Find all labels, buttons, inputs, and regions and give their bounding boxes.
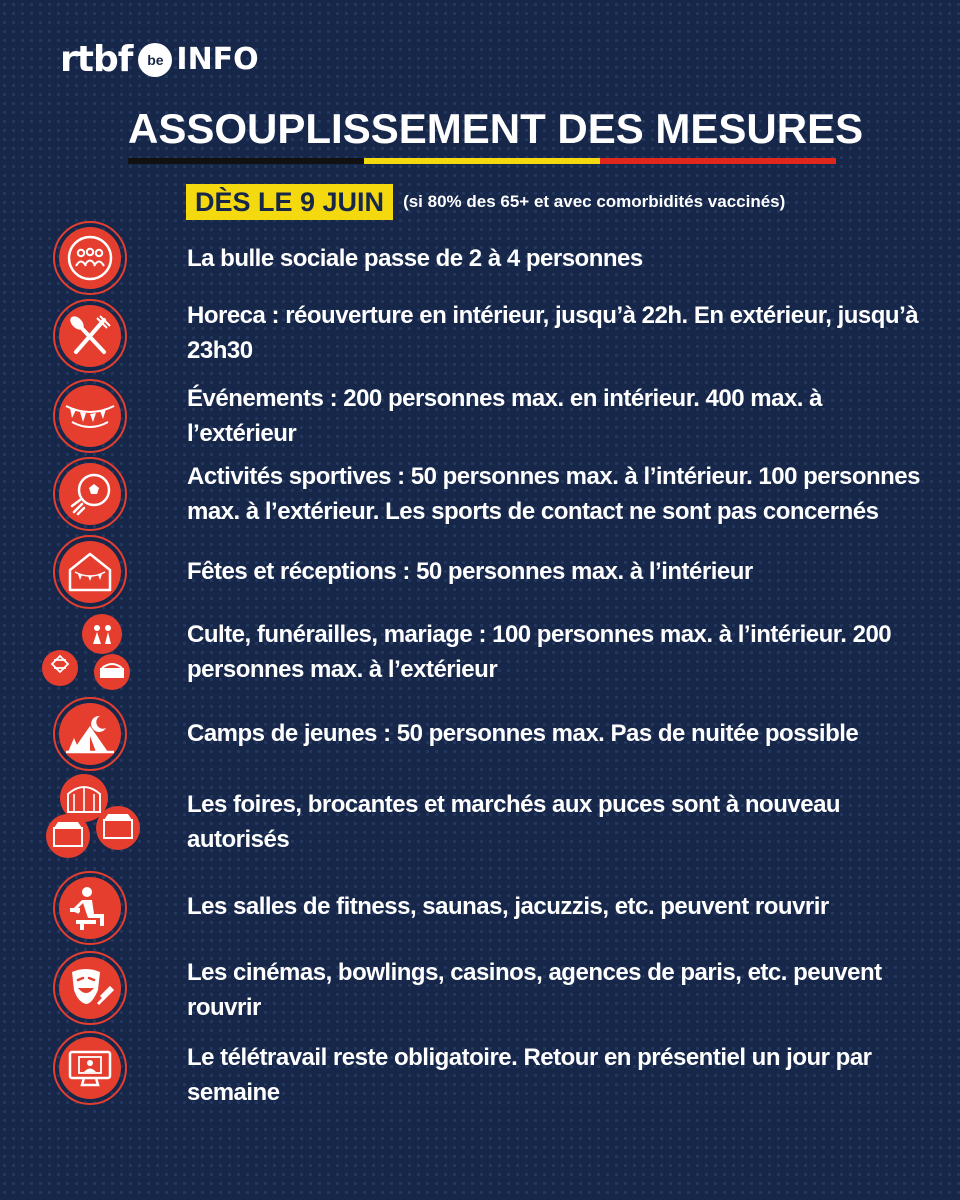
fitness-icon <box>52 870 128 946</box>
logo-rtbf: rtbf <box>60 39 133 80</box>
worship-wedding-icon <box>40 612 136 692</box>
flag-yellow-stripe <box>364 158 600 164</box>
logo-info: INFO <box>176 42 259 77</box>
social-bubble-icon <box>52 220 128 296</box>
measure-text: Le télétravail reste obligatoire. Retour en présentiel un jour par semaine <box>187 1044 872 1106</box>
date-condition-note: (si 80% des 65+ et avec comorbidités vaccinés) <box>403 192 786 211</box>
youth-camp-tent-icon <box>52 696 128 772</box>
date-badge: DÈS LE 9 JUIN <box>186 184 393 220</box>
market-stalls-icon <box>42 772 144 864</box>
measure-text: Culte, funérailles, mariage : 100 personnes max. à l’intérieur. 200 personnes max. à l’extérieur <box>187 621 892 683</box>
party-house-icon <box>52 534 128 610</box>
measure-text: Activités sportives : 50 personnes max. à l’intérieur. 100 personnes max. à l’extérieur. Les sports de contact ne sont pas concernés <box>187 463 920 525</box>
flag-black-stripe <box>128 158 364 164</box>
theater-mask-icon <box>52 950 128 1026</box>
measure-text: Les salles de fitness, saunas, jacuzzis, etc. peuvent rouvrir <box>187 893 829 920</box>
logo-be-badge: be <box>138 43 172 77</box>
page-title: ASSOUPLISSEMENT DES MESURES <box>128 105 864 152</box>
fork-knife-icon <box>52 298 128 374</box>
measure-text: Horeca : réouverture en intérieur, jusqu’à 22h. En extérieur, jusqu’à 23h30 <box>187 302 919 364</box>
belgian-flag-underline <box>128 158 836 164</box>
measure-text: Camps de jeunes : 50 personnes max. Pas de nuitée possible <box>187 720 859 747</box>
bunting-icon <box>52 378 128 454</box>
rtbf-info-logo <box>60 40 259 80</box>
measure-text: La bulle sociale passe de 2 à 4 personnes <box>187 245 643 272</box>
measure-text: Les cinémas, bowlings, casinos, agences de paris, etc. peuvent rouvrir <box>187 959 882 1021</box>
measure-text: Événements : 200 personnes max. en intérieur. 400 max. à l’extérieur <box>187 385 822 447</box>
measure-text: Fêtes et réceptions : 50 personnes max. à l’intérieur <box>187 558 753 585</box>
sports-ball-icon <box>52 456 128 532</box>
telework-monitor-icon <box>52 1030 128 1106</box>
date-row <box>186 184 785 220</box>
measure-text: Les foires, brocantes et marchés aux puces sont à nouveau autorisés <box>187 791 841 853</box>
flag-red-stripe <box>600 158 836 164</box>
